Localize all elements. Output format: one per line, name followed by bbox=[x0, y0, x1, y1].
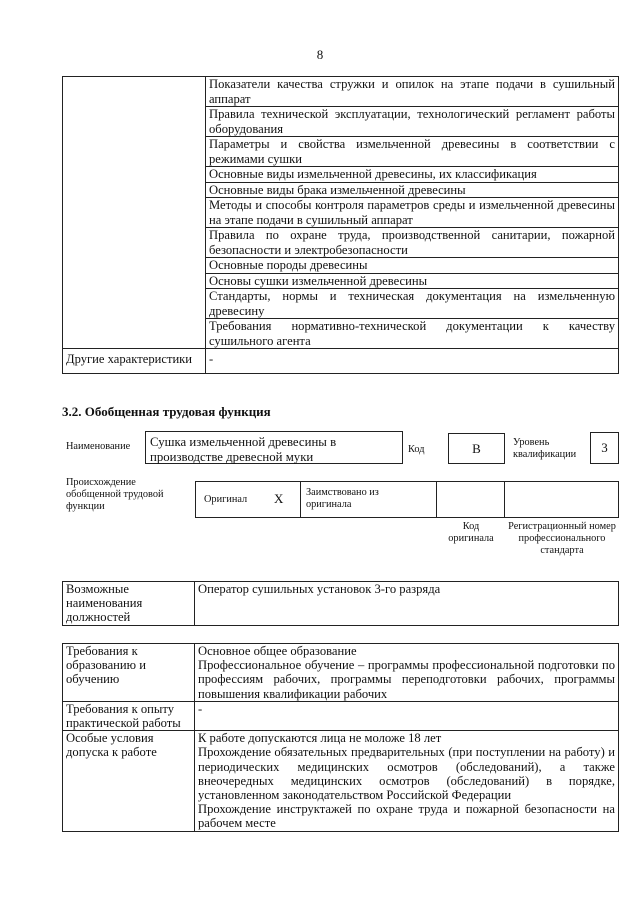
code-box bbox=[448, 433, 505, 464]
code-label: Код bbox=[408, 444, 425, 455]
origin-divider bbox=[300, 482, 301, 517]
education-label: Требования к образованию и обучению bbox=[63, 644, 195, 702]
knowledge-item: Стандарты, нормы и техническая документация на измельченную древесину bbox=[206, 289, 619, 319]
conditions-label: Особые условия допуска к работе bbox=[63, 731, 195, 831]
level-box bbox=[590, 432, 619, 464]
function-name-box bbox=[145, 431, 403, 464]
level-value: 3 bbox=[601, 440, 608, 455]
other-characteristics-value: - bbox=[206, 349, 619, 374]
original-mark: X bbox=[274, 491, 284, 506]
experience-label: Требования к опыту практической работы bbox=[63, 701, 195, 730]
knowledge-item: Основные виды измельченной древесины, их классификация bbox=[206, 167, 619, 183]
conditions-line: Прохождение инструктажей по охране труда и пожарной безопасности на рабочем месте bbox=[198, 802, 615, 831]
education-line: Профессиональное обучение – программы профессиональной подготовки по профессиям рабочих, программы переподготовки рабочих, программы повышения квалификации рабочих bbox=[198, 658, 615, 701]
name-label: Наименование bbox=[66, 441, 131, 452]
education-line: Основное общее образование bbox=[198, 644, 357, 658]
knowledge-item: Требования нормативно-технической документации к качеству сушильного агента bbox=[206, 319, 619, 349]
origin-divider bbox=[504, 482, 505, 517]
knowledge-item: Правила технической эксплуатации, технологический регламент работы оборудования bbox=[206, 107, 619, 137]
knowledge-item: Параметры и свойства измельченной древесины в соответствии с режимами сушки bbox=[206, 137, 619, 167]
knowledge-item: Правила по охране труда, производственной санитарии, пожарной безопасности и электробезопасности bbox=[206, 228, 619, 258]
knowledge-item: Основы сушки измельченной древесины bbox=[206, 273, 619, 289]
code-value: В bbox=[472, 441, 481, 456]
origin-divider bbox=[436, 482, 437, 517]
page-number: 8 bbox=[316, 47, 324, 62]
other-characteristics-label: Другие характеристики bbox=[63, 349, 206, 374]
knowledge-item: Методы и способы контроля параметров среды и измельченной древесины на этапе подачи в сушильный аппарат bbox=[206, 198, 619, 228]
knowledge-table bbox=[62, 76, 619, 374]
origin-label: Происхождение обобщенной трудовой функции bbox=[66, 477, 164, 512]
knowledge-item: Основные виды брака измельченной древесины bbox=[206, 182, 619, 198]
original-label: Оригинал bbox=[204, 494, 248, 505]
experience-value: - bbox=[195, 701, 619, 730]
knowledge-item: Показатели качества стружки и опилок на этапе подачи в сушильный аппарат bbox=[206, 77, 619, 107]
positions-table bbox=[62, 581, 619, 626]
function-name-value: Сушка измельченной древесины в производстве древесной муки bbox=[150, 435, 337, 464]
conditions-line: Прохождение обязательных предварительных (при поступлении на работу) и периодических медицинских осмотров (обследований), а также внеочередных медицинских осмотров (обследований) в порядке, установленном законодательством Российской Федерации bbox=[198, 745, 615, 803]
conditions-line: К работе допускаются лица не моложе 18 лет bbox=[198, 731, 442, 746]
requirements-table bbox=[62, 643, 619, 832]
knowledge-item: Основные породы древесины bbox=[206, 258, 619, 274]
positions-value: Оператор сушильных установок 3-го разряда bbox=[195, 582, 619, 626]
reg-number-caption: Регистрационный номер профессионального стандарта bbox=[508, 521, 616, 556]
education-value bbox=[195, 644, 619, 702]
level-label: Уровень квалификации bbox=[513, 437, 577, 460]
conditions-value bbox=[195, 731, 619, 831]
positions-label: Возможные наименования должностей bbox=[63, 582, 195, 626]
knowledge-label-cell bbox=[63, 77, 206, 349]
code-original-caption: Код оригинала bbox=[448, 521, 494, 544]
section-heading: 3.2. Обобщенная трудовая функция bbox=[62, 404, 271, 419]
origin-row bbox=[195, 481, 619, 518]
borrowed-label: Заимствовано из оригинала bbox=[306, 487, 379, 510]
